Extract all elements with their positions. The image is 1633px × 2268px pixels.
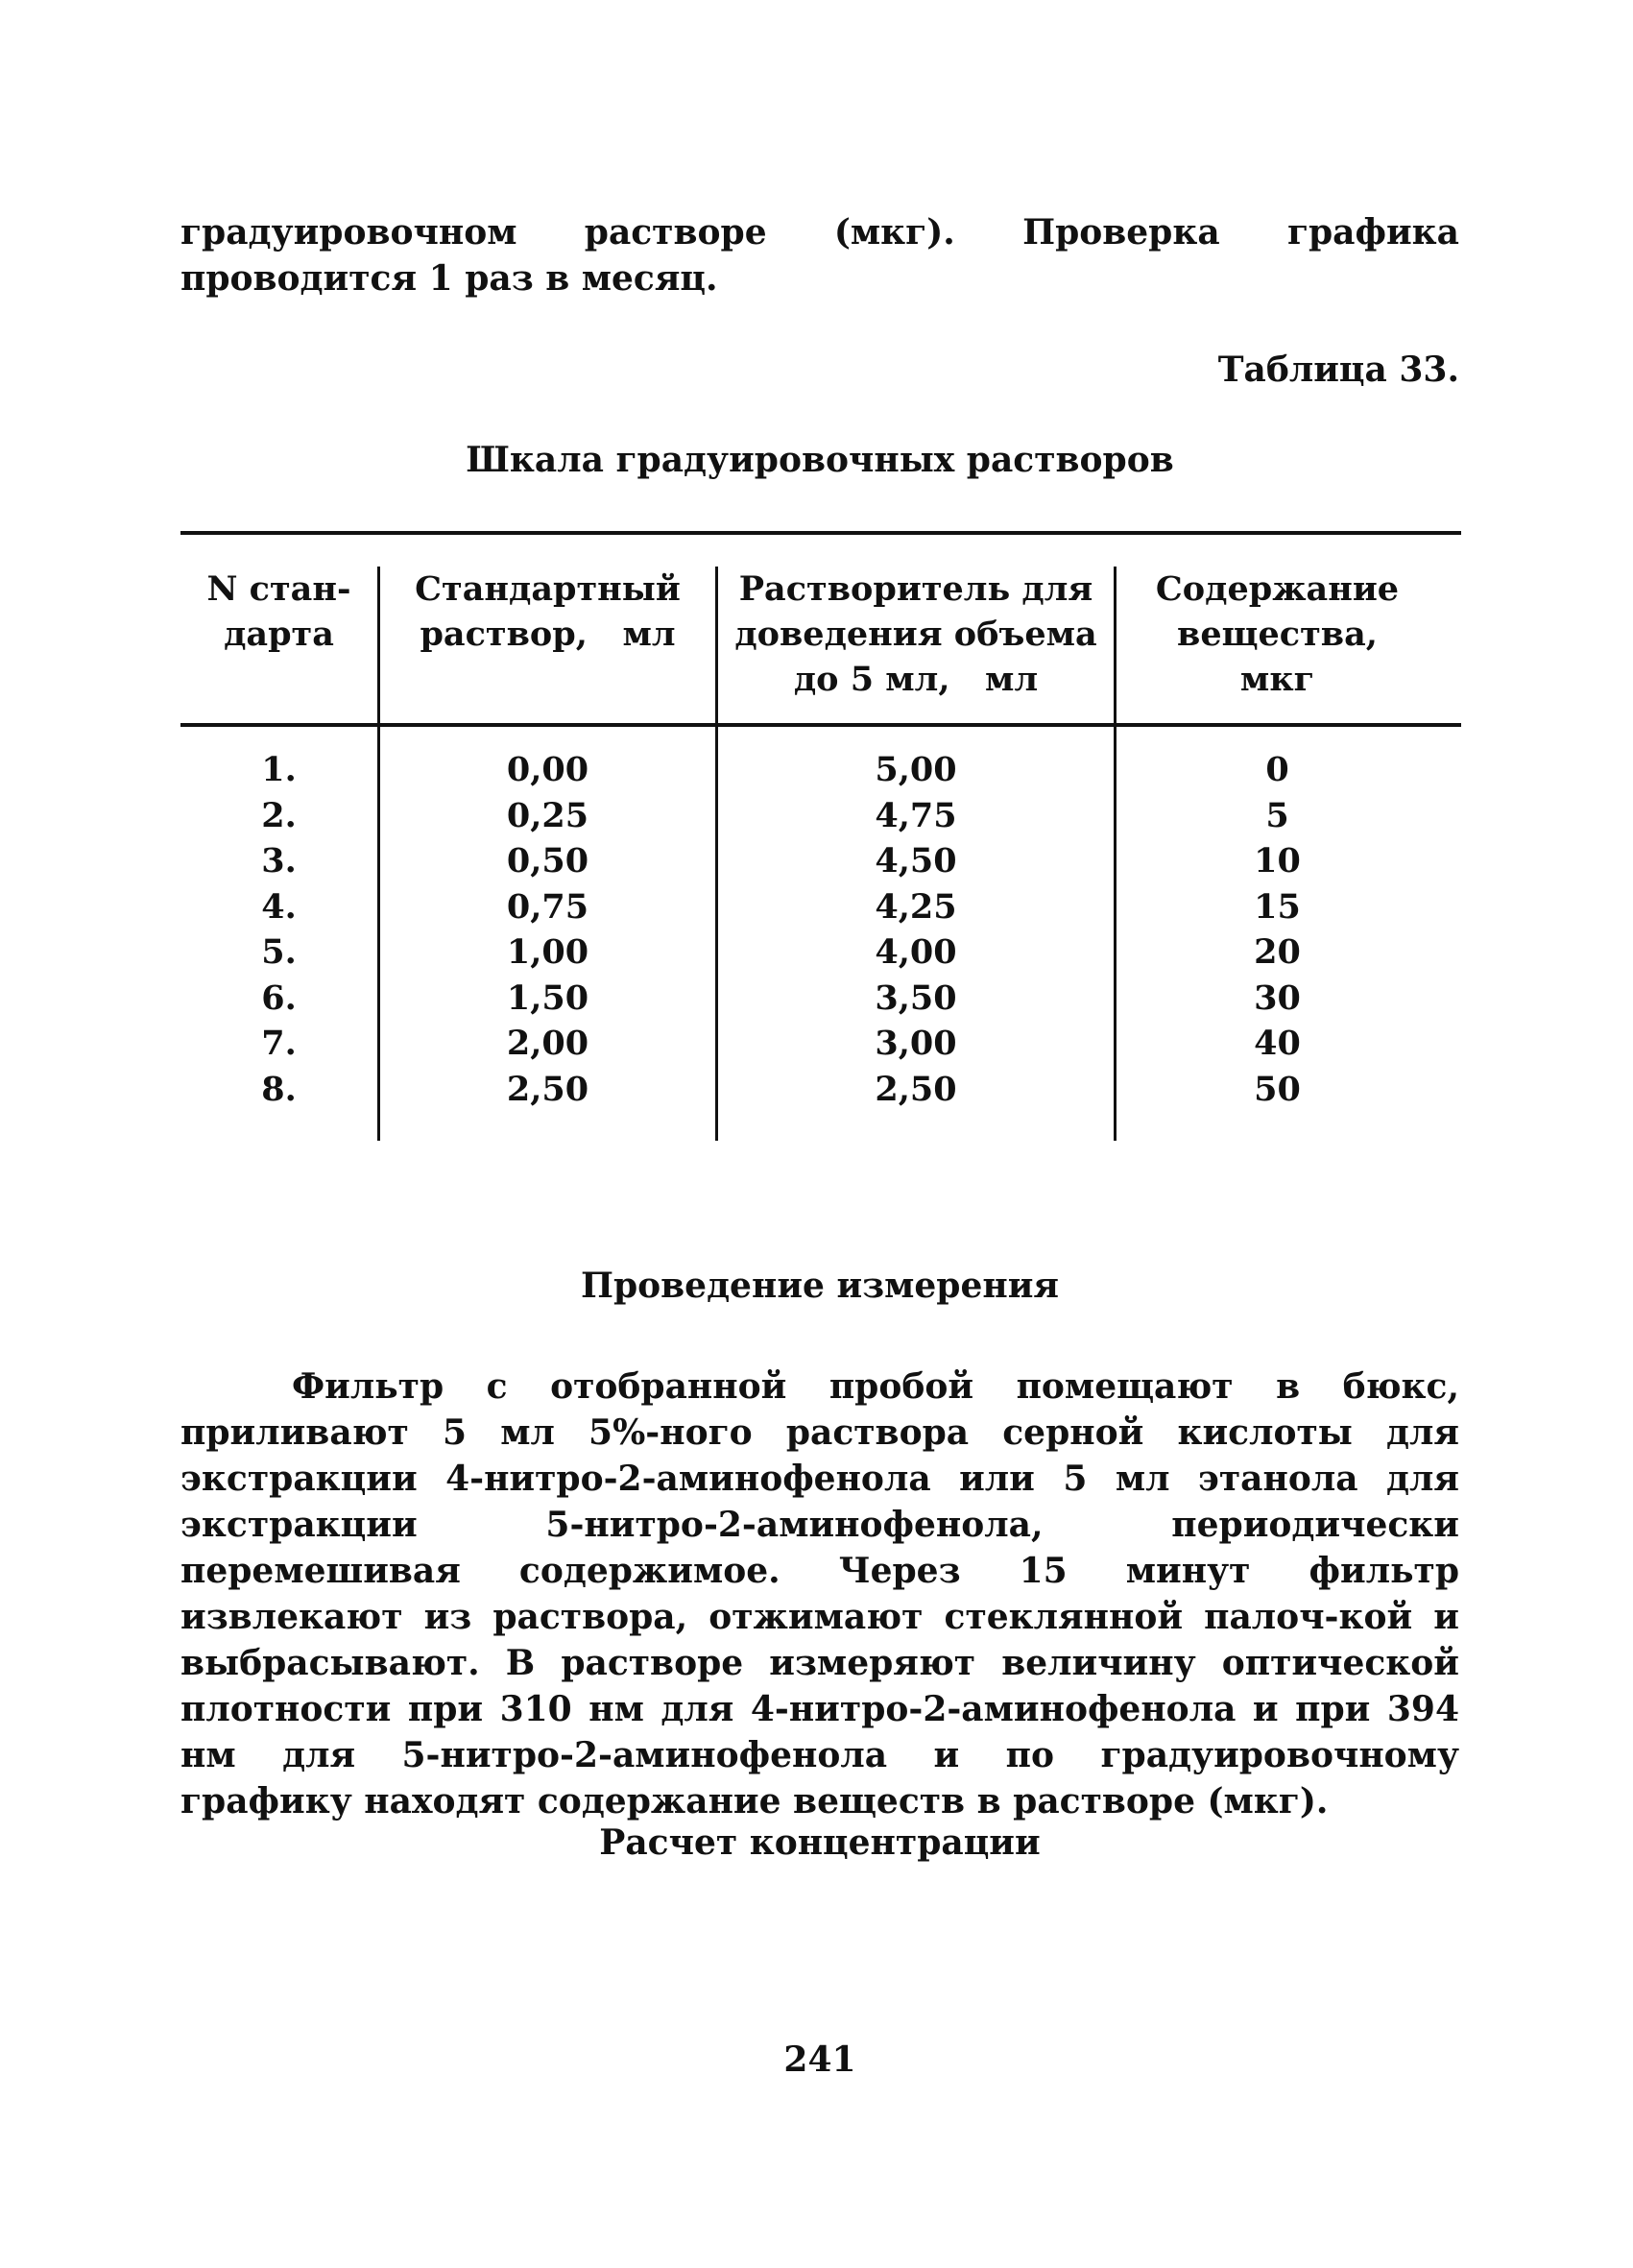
- calculation-heading: Расчет концентрации: [599, 1822, 1041, 1863]
- table-cell: 1.: [261, 750, 297, 789]
- table-cell: 4,50: [875, 841, 957, 881]
- header-standard-number: N стан- дарта: [206, 569, 351, 654]
- table-cell: 4,25: [875, 886, 957, 927]
- table-cell: 1,00: [506, 932, 589, 972]
- table-cell: 5: [1265, 795, 1289, 835]
- table-cell: 1,50: [506, 977, 589, 1018]
- table-cell: 40: [1254, 1024, 1301, 1063]
- column-standard-number: [180, 747, 377, 1112]
- table-cell: 2,50: [506, 1069, 589, 1109]
- table-cell: 2.: [261, 795, 297, 835]
- table-header-rule: [180, 723, 1461, 727]
- table-cell: 2,50: [875, 1069, 957, 1109]
- column-standard-solution: [380, 747, 715, 1112]
- table-title: Шкала градуировочных растворов: [466, 440, 1174, 480]
- table-number-label: Таблица 33.: [1217, 350, 1459, 390]
- table-cell: 50: [1254, 1069, 1301, 1109]
- table-cell: 0,75: [506, 886, 589, 927]
- table-cell: 4.: [261, 886, 297, 927]
- table-cell: 4,75: [875, 795, 957, 835]
- measurement-paragraph: Фильтр с отобранной пробой помещают в бюкс, приливают 5 мл 5%-ного раствора серной кислоты для экстракции 4-нитро-2-аминофенола или 5 мл этанола для экстракции 5-нитро-2-аминофенола, периодически перемешивая содержимое. Через 15 минут фильтр извлекают из раствора, отжимают стеклянной палоч-кой и выбрасывают. В растворе измеряют величину оптической плотности при 310 нм для 4-нитро-2-аминофенола и при 394 нм для 5-нитро-2-аминофенола и по градуировочному графику находят содержание веществ в растворе (мкг).: [180, 1366, 1459, 1822]
- table-cell: 3,00: [875, 1024, 957, 1063]
- table-cell: 0: [1265, 750, 1289, 789]
- table-cell: 30: [1254, 977, 1301, 1018]
- measurement-heading: Проведение измерения: [580, 1266, 1060, 1306]
- header-solvent: Растворитель для доведения объема до 5 мл, мл: [734, 569, 1097, 699]
- table-cell: 3,50: [875, 977, 957, 1018]
- table-cell: 6.: [261, 977, 297, 1018]
- table-cell: 7.: [261, 1024, 297, 1063]
- column-substance-content: [1117, 747, 1438, 1112]
- table-cell: 20: [1254, 932, 1301, 972]
- page-number: 241: [783, 2039, 856, 2080]
- column-solvent: [718, 747, 1114, 1112]
- header-substance-content: Содержание вещества, мкг: [1155, 569, 1400, 699]
- table-top-rule: [180, 531, 1461, 535]
- table-cell: 4,00: [875, 932, 957, 972]
- table-cell: 10: [1254, 841, 1301, 881]
- table-cell: 0,25: [506, 795, 589, 835]
- table-cell: 3.: [261, 841, 297, 881]
- table-cell: 5.: [261, 932, 297, 972]
- table-cell: 5,00: [875, 750, 957, 789]
- header-standard-solution: Стандартный раствор, мл: [415, 569, 681, 654]
- table-cell: 0,50: [506, 841, 589, 881]
- table-cell: 2,00: [506, 1024, 589, 1063]
- table-cell: 8.: [261, 1069, 297, 1109]
- table-cell: 15: [1254, 886, 1301, 927]
- intro-paragraph: градуировочном растворе (мкг). Проверка графика проводится 1 раз в месяц.: [180, 212, 1459, 299]
- table-cell: 0,00: [506, 750, 589, 789]
